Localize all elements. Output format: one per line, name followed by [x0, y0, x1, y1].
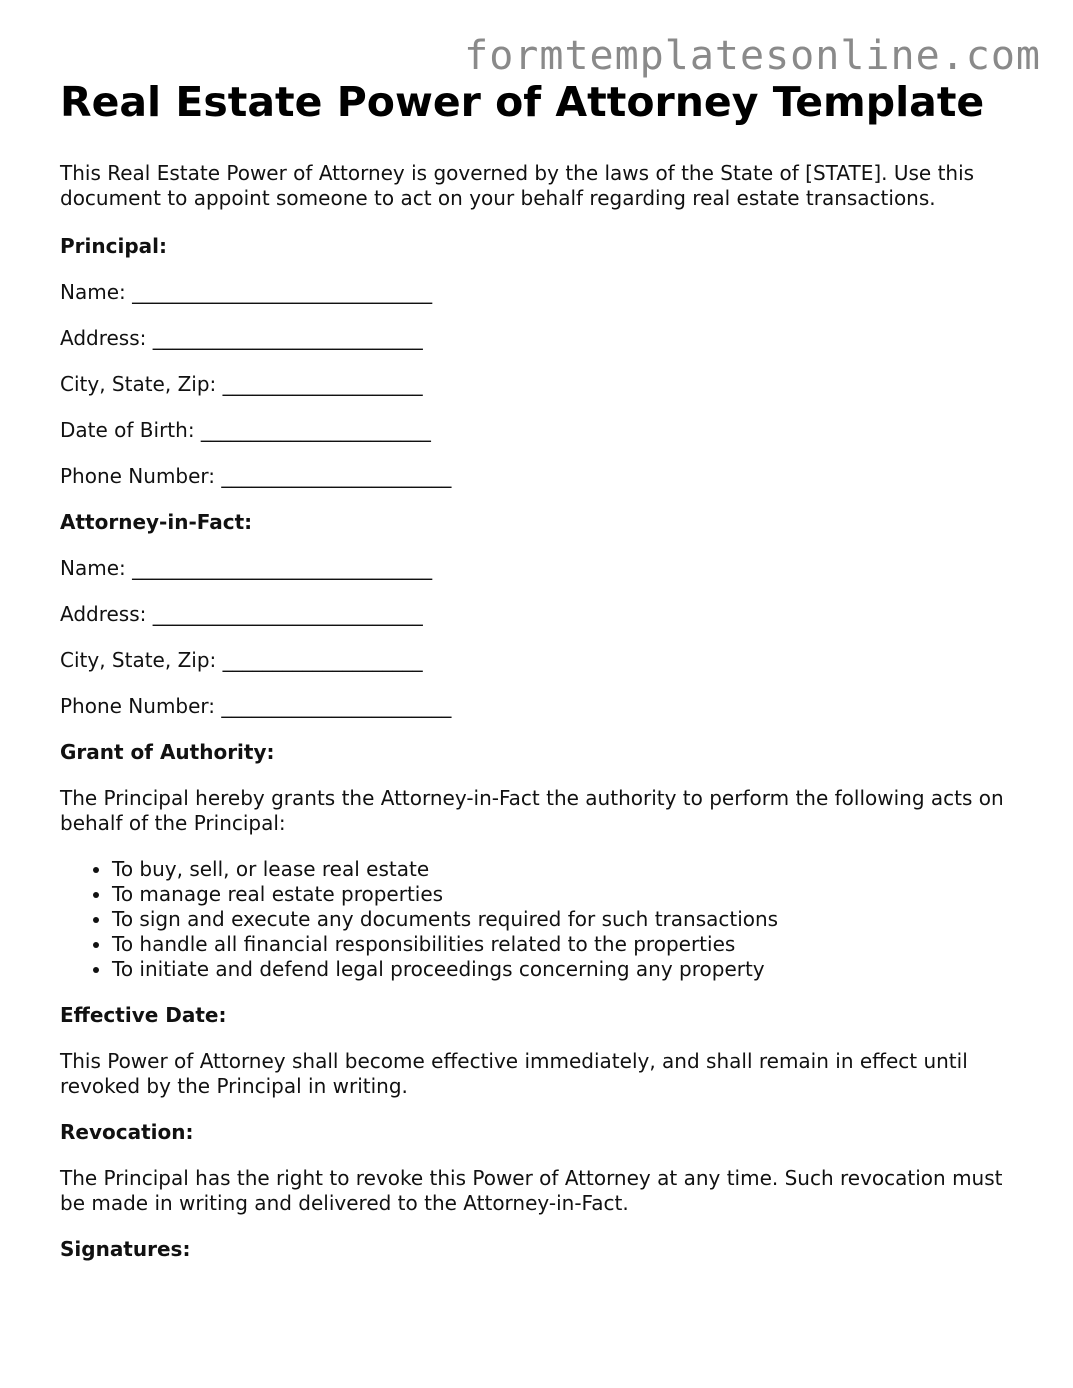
- grant-heading: Grant of Authority:: [60, 740, 275, 764]
- signatures-heading: Signatures:: [60, 1237, 191, 1261]
- list-item: • To initiate and defend legal proceedings concerning any property: [112, 957, 1020, 982]
- intro-paragraph: This Real Estate Power of Attorney is governed by the laws of the State of [STATE]. Use this document to appoint someone to act on your behalf regarding real estate transactions.: [60, 161, 975, 210]
- list-item: • To manage real estate properties: [112, 882, 1020, 907]
- attorney-address-field: Address: ___________________________: [60, 602, 423, 626]
- attorney-phone-field: Phone Number: _______________________: [60, 694, 452, 718]
- principal-date-of-birth-field: Date of Birth: _______________________: [60, 418, 431, 442]
- revocation-paragraph: The Principal has the right to revoke this Power of Attorney at any time. Such revocation must be made in writing and delivered to the Attorney-in-Fact.: [60, 1166, 1003, 1215]
- list-item: • To buy, sell, or lease real estate: [112, 857, 1020, 882]
- effective-date-heading: Effective Date:: [60, 1003, 227, 1027]
- effective-date-paragraph: This Power of Attorney shall become effective immediately, and shall remain in effect until revoked by the Principal in writing.: [60, 1049, 968, 1098]
- attorney-name-field: Name: ______________________________: [60, 556, 433, 580]
- document-page: [60, 76, 1020, 1283]
- list-item: • To sign and execute any documents required for such transactions: [112, 907, 1020, 932]
- principal-name-field: Name: ______________________________: [60, 280, 433, 304]
- attorney-heading: Attorney-in-Fact:: [60, 510, 253, 534]
- principal-address-field: Address: ___________________________: [60, 326, 423, 350]
- page-title: Real Estate Power of Attorney Template: [60, 78, 985, 126]
- principal-city-state-zip-field: City, State, Zip: ____________________: [60, 372, 423, 396]
- principal-phone-field: Phone Number: _______________________: [60, 464, 452, 488]
- list-item: • To handle all financial responsibilities related to the properties: [112, 932, 1020, 957]
- revocation-heading: Revocation:: [60, 1120, 194, 1144]
- grant-paragraph: The Principal hereby grants the Attorney-in-Fact the authority to perform the following acts on behalf of the Principal:: [60, 786, 1004, 835]
- attorney-city-state-zip-field: City, State, Zip: ____________________: [60, 648, 423, 672]
- principal-heading: Principal:: [60, 234, 167, 258]
- watermark: formtemplatesonline.com: [464, 33, 1041, 79]
- authority-list: [60, 857, 1020, 982]
